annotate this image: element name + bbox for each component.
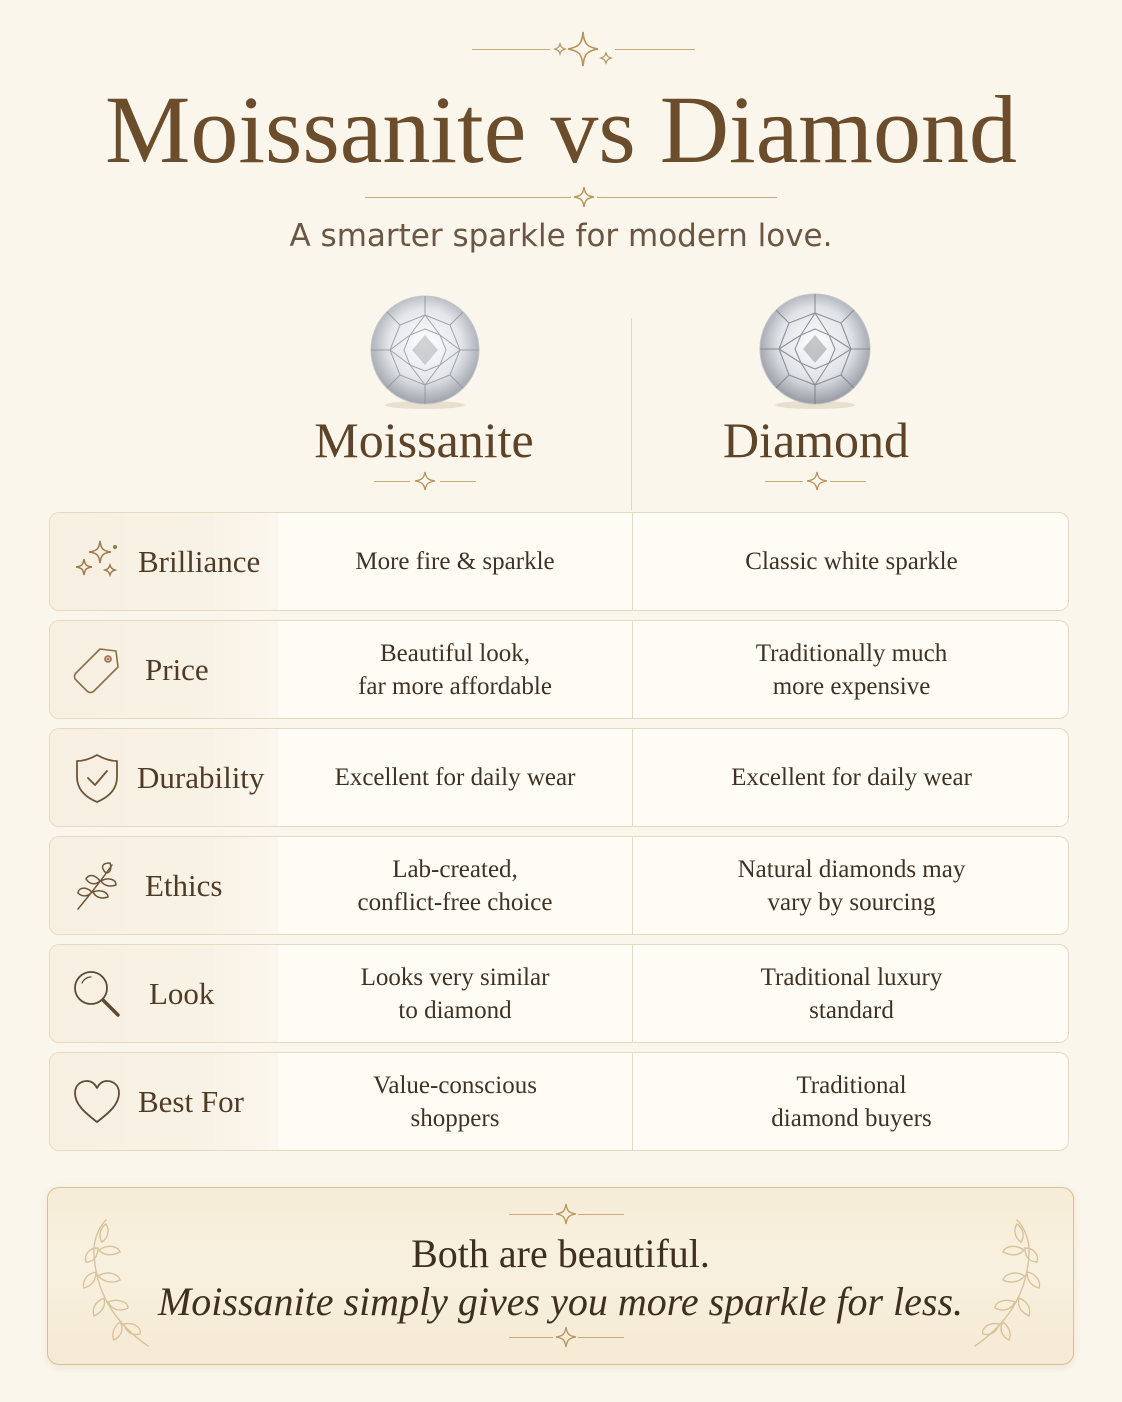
sparkle-ornament-icon: [548, 28, 618, 70]
leaf-icon: [70, 859, 124, 913]
banner-tagline: Moissanite simply gives you more sparkle for less.: [157, 1279, 964, 1324]
row-label: Price: [145, 651, 209, 687]
divider-diamond-icon: [572, 185, 596, 209]
diamond-cell: Traditional diamond buyers: [771, 1071, 932, 1132]
price-tag-icon: [70, 643, 124, 697]
moissanite-cell: Lab-created, conflict-free choice: [357, 855, 553, 916]
comparison-row-look: [49, 944, 1069, 1043]
small-sparkle-icon: [554, 1326, 578, 1348]
magnifier-icon: [70, 967, 124, 1021]
page-title: Moissanite vs Diamond: [105, 76, 1017, 183]
moissanite-cell: More fire & sparkle: [355, 548, 555, 575]
row-label: Look: [149, 975, 215, 1011]
small-sparkle-icon: [413, 471, 437, 491]
small-sparkle-icon: [805, 471, 829, 491]
page-subtitle: A smarter sparkle for modern love.: [289, 218, 833, 254]
moissanite-column-title: Moissanite: [314, 412, 534, 468]
row-label: Durability: [137, 759, 265, 795]
diamond-column-title: Diamond: [722, 412, 910, 468]
row-label: Brilliance: [138, 543, 261, 579]
moissanite-cell: Value-conscious shoppers: [373, 1071, 537, 1132]
diamond-gem-icon: [755, 291, 875, 411]
heart-icon: [70, 1075, 124, 1129]
row-label: Best For: [138, 1083, 244, 1119]
moissanite-gem-icon: [366, 293, 484, 411]
moissanite-cell: Beautiful look, far more affordable: [358, 639, 552, 700]
comparison-row-price: [49, 620, 1069, 719]
comparison-row-durability: [49, 728, 1069, 827]
comparison-row-ethics: [49, 836, 1069, 935]
moissanite-cell: Looks very similar to diamond: [360, 963, 550, 1024]
diamond-cell: Traditional luxury standard: [760, 963, 943, 1024]
diamond-cell: Classic white sparkle: [745, 548, 958, 575]
column-divider: [631, 318, 632, 510]
shield-check-icon: [70, 751, 124, 805]
summary-banner: [47, 1187, 1074, 1365]
comparison-row-best-for: [49, 1052, 1069, 1151]
banner-headline: Both are beautiful.: [411, 1231, 710, 1276]
diamond-cell: Traditionally much more expensive: [755, 639, 948, 700]
comparison-row-brilliance: [49, 512, 1069, 611]
small-sparkle-icon: [554, 1203, 578, 1225]
diamond-cell: Excellent for daily wear: [731, 764, 972, 791]
sparkle-icon: [70, 535, 124, 589]
row-label: Ethics: [145, 867, 223, 903]
diamond-cell: Natural diamonds may vary by sourcing: [737, 855, 966, 916]
moissanite-cell: Excellent for daily wear: [334, 764, 576, 791]
